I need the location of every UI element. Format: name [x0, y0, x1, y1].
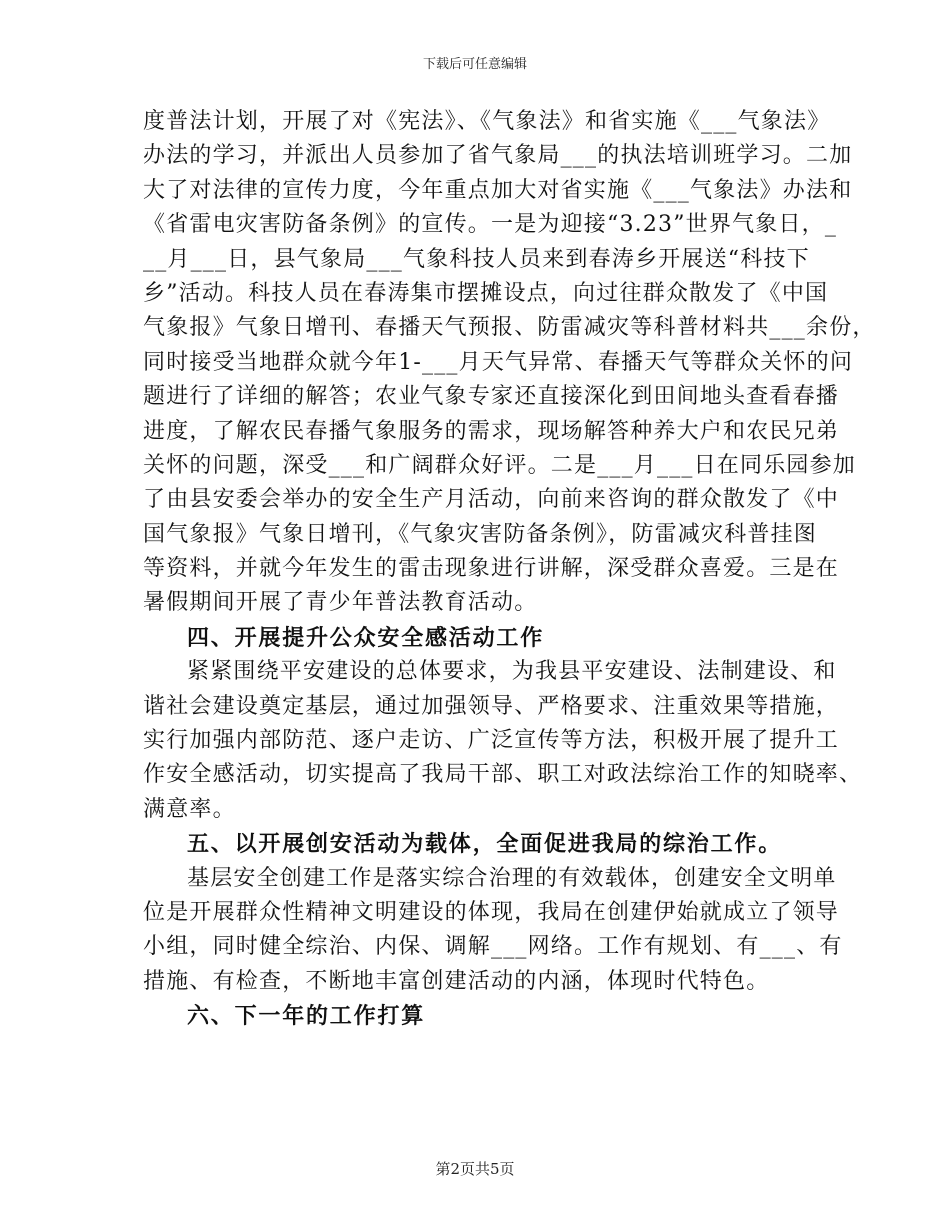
- section-heading: 四、开展提升公众安全感活动工作: [187, 624, 545, 651]
- text-line: 进度，了解农民春播气象服务的需求，现场解答种养大户和农民兄弟: [143, 418, 840, 444]
- section-heading: 六、下一年的工作打算: [187, 1003, 426, 1030]
- text-line: 位是开展群众性精神文明建设的体现，我局在创建伊始就成立了领导: [143, 899, 840, 925]
- text-line: 实行加强内部防范、逐户走访、广泛宣传等方法，积极开展了提升工: [143, 728, 840, 754]
- section-heading: 五、以开展创安活动为载体，全面促进我局的综治工作。: [187, 831, 783, 858]
- text-line: 紧紧围绕平安建设的总体要求，为我县平安建设、法制建设、和: [187, 659, 837, 685]
- text-line: __月___日，县气象局___气象科技人员来到春涛乡开展送“科技下: [143, 246, 810, 272]
- text-line: 国气象报》气象日增刊，《气象灾害防备条例》，防雷减灾科普挂图: [143, 521, 818, 547]
- text-line: 措施、有检查，不断地丰富创建活动的内涵，体现时代特色。: [143, 968, 770, 994]
- text-line: 小组，同时健全综治、内保、调解___网络。工作有规划、有___、有: [143, 934, 843, 960]
- text-line: 同时接受当地群众就今年1-___月天气异常、春播天气等群众关怀的问: [143, 349, 854, 375]
- text-line: 关怀的问题，深受___和广阔群众好评。二是___月___日在同乐园参加: [143, 452, 857, 478]
- text-line: 气象报》气象日增刊、春播天气预报、防雷减灾等科普材料共___余份，: [143, 315, 876, 341]
- text-line: 作安全感活动，切实提高了我局干部、职工对政法综治工作的知晓率、: [143, 762, 863, 788]
- text-line: 谐社会建设奠定基层，通过加强领导、严格要求、注重效果等措施，: [143, 693, 840, 719]
- text-line: 题进行了详细的解答；农业气象专家还直接深化到田间地头查看春播: [143, 384, 840, 410]
- text-line: 暑假期间开展了青少年普法教育活动。: [143, 590, 538, 616]
- text-line: 大了对法律的宣传力度，今年重点加大对省实施《___气象法》办法和: [143, 177, 853, 203]
- text-line: 满意率。: [143, 796, 236, 822]
- text-line: 乡”活动。科技人员在春涛集市摆摊设点，向过往群众散发了《中国: [143, 280, 829, 306]
- document-body: [143, 105, 876, 1034]
- text-line: 了由县安委会举办的安全生产月活动，向前来咨询的群众散发了《中: [143, 487, 840, 513]
- text-line: 《省雷电灾害防备条例》的宣传。一是为迎接“3.23”世界气象日，_: [143, 212, 838, 238]
- text-line: 办法的学习，并派出人员参加了省气象局___的执法培训班学习。二加: [143, 143, 853, 169]
- text-line: 基层安全创建工作是落实综合治理的有效载体，创建安全文明单: [187, 865, 837, 891]
- text-line: 等资料，并就今年发生的雷击现象进行讲解，深受群众喜爱。三是在: [143, 556, 840, 582]
- page-header: 下载后可任意编辑: [422, 57, 527, 72]
- page-footer: 第2页共5页: [435, 1160, 515, 1178]
- text-line: 度普法计划，开展了对《宪法》、《气象法》和省实施《___气象法》: [143, 109, 831, 134]
